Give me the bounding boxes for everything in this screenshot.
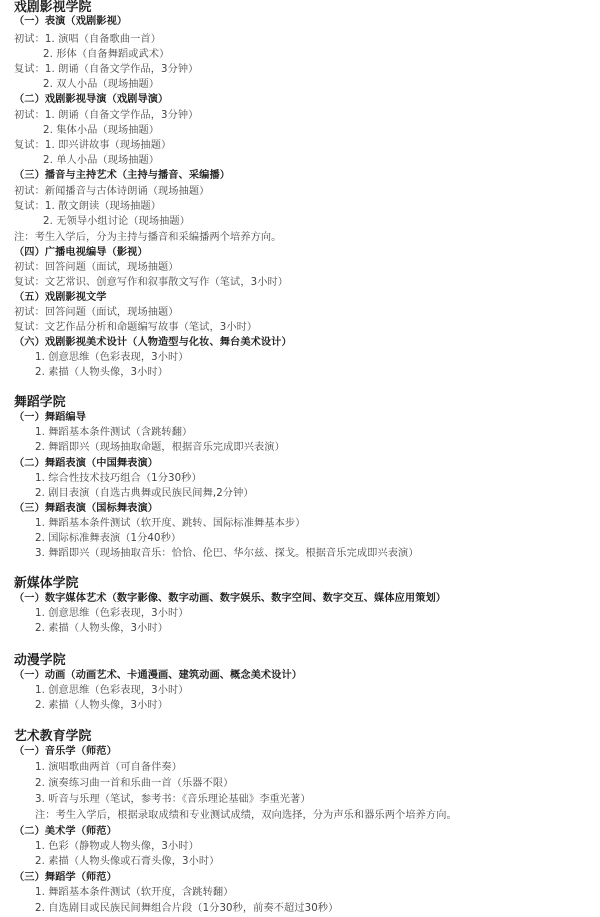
exam-item: 2. 集体小品（现场抽题） [43,125,160,136]
major-heading: （五）戏剧影视文学 [14,292,107,303]
college-heading: 动漫学院 [14,653,66,668]
exam-item: 2. 单人小品（现场抽题） [43,155,160,166]
exam-item: 1. 创意思维（色彩表现，3小时） [35,685,189,696]
exam-item: 2. 剧目表演（自选古典舞或民族民间舞,2分钟） [35,488,254,499]
major-heading: （二）美术学（师范） [14,826,117,837]
exam-item: 复试：1. 朗诵（自备文学作品，3分钟） [14,64,199,75]
major-heading: （二）舞蹈表演（中国舞表演） [14,458,159,469]
exam-item: 1. 舞蹈基本条件测试（软开度、跳转、国际标准舞基本步） [35,518,306,529]
major-heading: （三）舞蹈表演（国标舞表演） [14,503,159,514]
exam-item: 1. 综合性技术技巧组合（1分30秒） [35,473,202,484]
major-heading: （一）音乐学（师范） [14,746,117,757]
exam-item: 2. 演奏练习曲一首和乐曲一首（乐器不限） [35,778,234,789]
exam-item: 1. 舞蹈基本条件测试（软开度，含跳转翻） [35,887,234,898]
exam-item: 3. 听音与乐理（笔试，参考书：《音乐理论基础》李重光著） [35,794,311,805]
note-text: 注：考生入学后，分为主持与播音和采编播两个培养方向。 [14,232,282,243]
college-heading: 舞蹈学院 [14,395,66,410]
exam-item: 初试：1. 演唱（自备歌曲一首） [14,34,161,45]
exam-item: 2. 形体（自备舞蹈或武术） [43,49,170,60]
exam-item: 复试：1. 即兴讲故事（现场抽题） [14,140,172,151]
major-heading: （四）广播电视编导（影视） [14,247,148,258]
major-heading: （三）舞蹈学（师范） [14,872,117,883]
exam-item: 2. 无领导小组讨论（现场抽题） [43,216,190,227]
major-heading: （三）播音与主持艺术（主持与播音、采编播） [14,170,231,181]
major-heading: （六）戏剧影视美术设计（人物造型与化妆、舞台美术设计） [14,337,292,348]
exam-item: 1. 创意思维（色彩表现，3小时） [35,608,189,619]
college-heading: 艺术教育学院 [14,729,92,744]
major-heading: （一）动画（动画艺术、卡通漫画、建筑动画、概念美术设计） [14,670,303,681]
exam-item: 复试：文艺作品分析和命题编写故事（笔试，3小时） [14,322,258,333]
exam-item: 2. 舞蹈即兴（现场抽取命题，根据音乐完成即兴表演） [35,442,285,453]
exam-item: 2. 国际标准舞表演（1分40秒） [35,533,182,544]
college-heading: 戏剧影视学院 [14,0,92,15]
exam-item: 复试：文艺常识、创意写作和叙事散文写作（笔试，3小时） [14,277,289,288]
exam-item: 1. 创意思维（色彩表现，3小时） [35,352,189,363]
college-heading: 新媒体学院 [14,576,79,591]
exam-item: 初试：回答问题（面试，现场抽题） [14,262,179,273]
exam-item: 1. 舞蹈基本条件测试（含跳转翻） [35,427,193,438]
exam-item: 2. 素描（人物头像，3小时） [35,367,169,378]
exam-item: 初试：回答问题（面试，现场抽题） [14,307,179,318]
exam-item: 初试：新闻播音与古体诗朗诵（现场抽题） [14,186,210,197]
exam-item: 3. 舞蹈即兴（现场抽取音乐：恰恰、伦巴、华尔兹、探戈。根据音乐完成即兴表演） [35,548,419,559]
exam-item: 2. 素描（人物头像，3小时） [35,700,169,711]
exam-item: 2. 双人小品（现场抽题） [43,79,160,90]
note-text: 注：考生入学后，根据录取成绩和专业测试成绩，双向选择，分为声乐和器乐两个培养方向。 [35,810,457,821]
major-heading: （一）表演（戏剧影视） [14,16,128,27]
exam-item: 1. 色彩（静物或人物头像，3小时） [35,841,199,852]
exam-item: 2. 素描（人物头像或石膏头像，3小时） [35,856,220,867]
major-heading: （二）戏剧影视导演（戏剧导演） [14,94,169,105]
major-heading: （一）数字媒体艺术（数字影像、数字动画、数字娱乐、数字空间、数字交互、媒体应用策划） [14,593,447,604]
exam-item: 2. 素描（人物头像，3小时） [35,623,169,634]
major-heading: （一）舞蹈编导 [14,412,87,423]
exam-item: 复试：1. 散文朗读（现场抽题） [14,201,161,212]
exam-item: 1. 演唱歌曲两首（可自备伴奏） [35,762,182,773]
exam-item: 2. 自选剧目或民族民间舞组合片段（1分30秒，前奏不超过30秒） [35,903,339,914]
exam-item: 初试：1. 朗诵（自备文学作品，3分钟） [14,110,199,121]
